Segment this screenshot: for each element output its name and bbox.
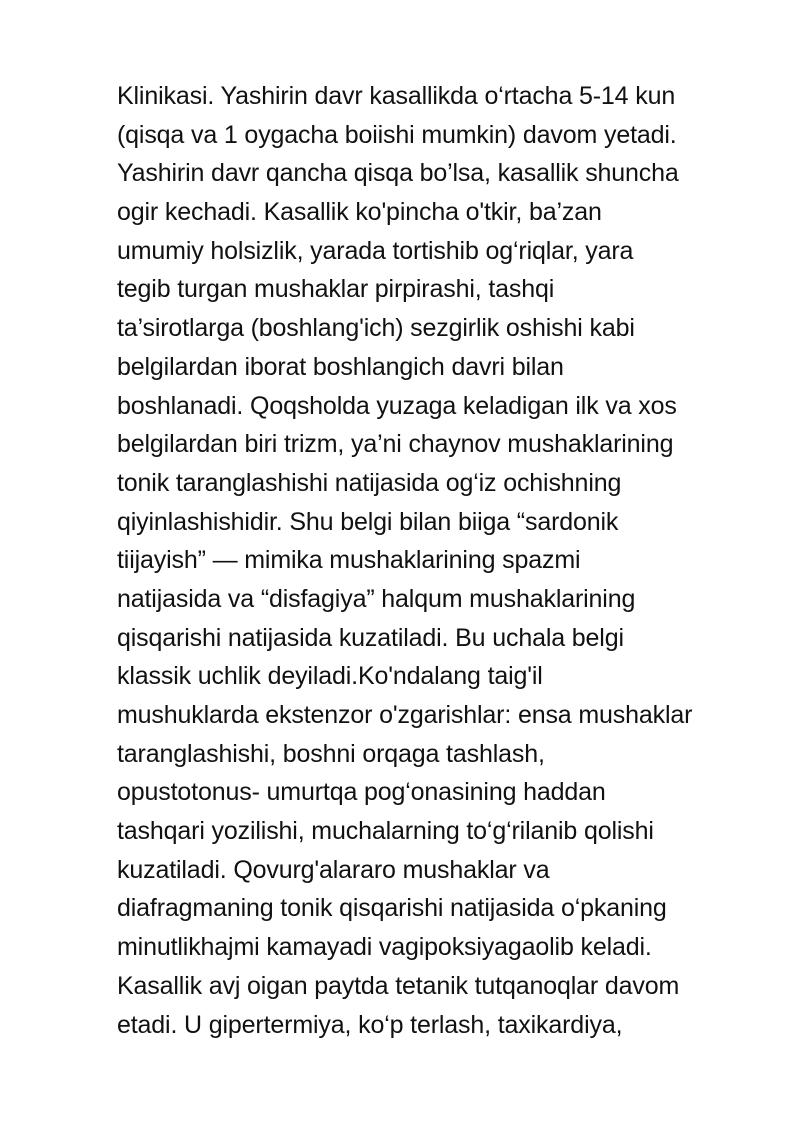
- text-line: mushuklarda ekstenzor o'zgarishlar: ensa mushaklar: [117, 701, 693, 729]
- text-line: umumiy holsizlik, yarada tortishib og‘riqlar, yara: [117, 236, 634, 265]
- text-line: tiijayish” — mimika mushaklarining spazmi: [117, 546, 581, 575]
- text-line: diafragmaning tonik qisqarishi natijasida o‘pkaning: [117, 894, 667, 923]
- text-line: etadi. U gipertermiya, ko‘p terlash, taxikardiya,: [117, 1010, 623, 1039]
- text-line: belgilardan iborat boshlangich davri bilan: [117, 352, 564, 381]
- text-line: minutlikhajmi kamayadi vagipoksiyagaolib keladi.: [117, 933, 652, 962]
- text-line: natijasida va “disfagiya” halqum mushaklarining: [117, 584, 636, 613]
- text-line: ta’sirotlarga (boshlang'ich) sezgirlik oshishi kabi: [117, 314, 635, 343]
- text-line: tonik taranglashishi natijasida og‘iz ochishning: [117, 468, 622, 497]
- text-line: qiyinlashishidir. Shu belgi bilan biiga “sardonik: [117, 507, 619, 536]
- body-text: [117, 77, 767, 1044]
- text-line: Klinikasi. Yashirin davr kasallikda o‘rtacha 5-14 kun: [117, 82, 676, 110]
- text-line: opustotonus- umurtqa pog‘onasining haddan: [117, 778, 606, 807]
- text-line: taranglashishi, boshni orqaga tashlash,: [117, 739, 545, 768]
- text-line: tegib turgan mushaklar pirpirashi, tashqi: [117, 275, 555, 304]
- text-line: Yashirin davr qancha qisqa bo’lsa, kasallik shuncha: [117, 159, 679, 188]
- text-line: kuzatiladi. Qovurg'alararo mushaklar va: [117, 855, 550, 884]
- text-line: klassik uchlik deyiladi.Ko'ndalang taig'il: [117, 662, 543, 691]
- text-line: tashqari yozilishi, muchalarning to‘g‘rilanib qolishi: [117, 817, 654, 846]
- text-line: Kasallik avj oigan paytda tetanik tutqanoqlar davom: [117, 971, 680, 1000]
- text-line: ogir kechadi. Kasallik ko'pincha o'tkir, ba’zan: [117, 198, 602, 227]
- text-line: belgilardan biri trizm, ya’ni chaynov mushaklarining: [117, 430, 674, 459]
- text-line: (qisqa va 1 oygacha boiishi mumkin) davom yetadi.: [117, 120, 677, 149]
- text-line: boshlanadi. Qoqsholda yuzaga keladigan ilk va xos: [117, 391, 677, 420]
- text-line: qisqarishi natijasida kuzatiladi. Bu uchala belgi: [117, 623, 624, 652]
